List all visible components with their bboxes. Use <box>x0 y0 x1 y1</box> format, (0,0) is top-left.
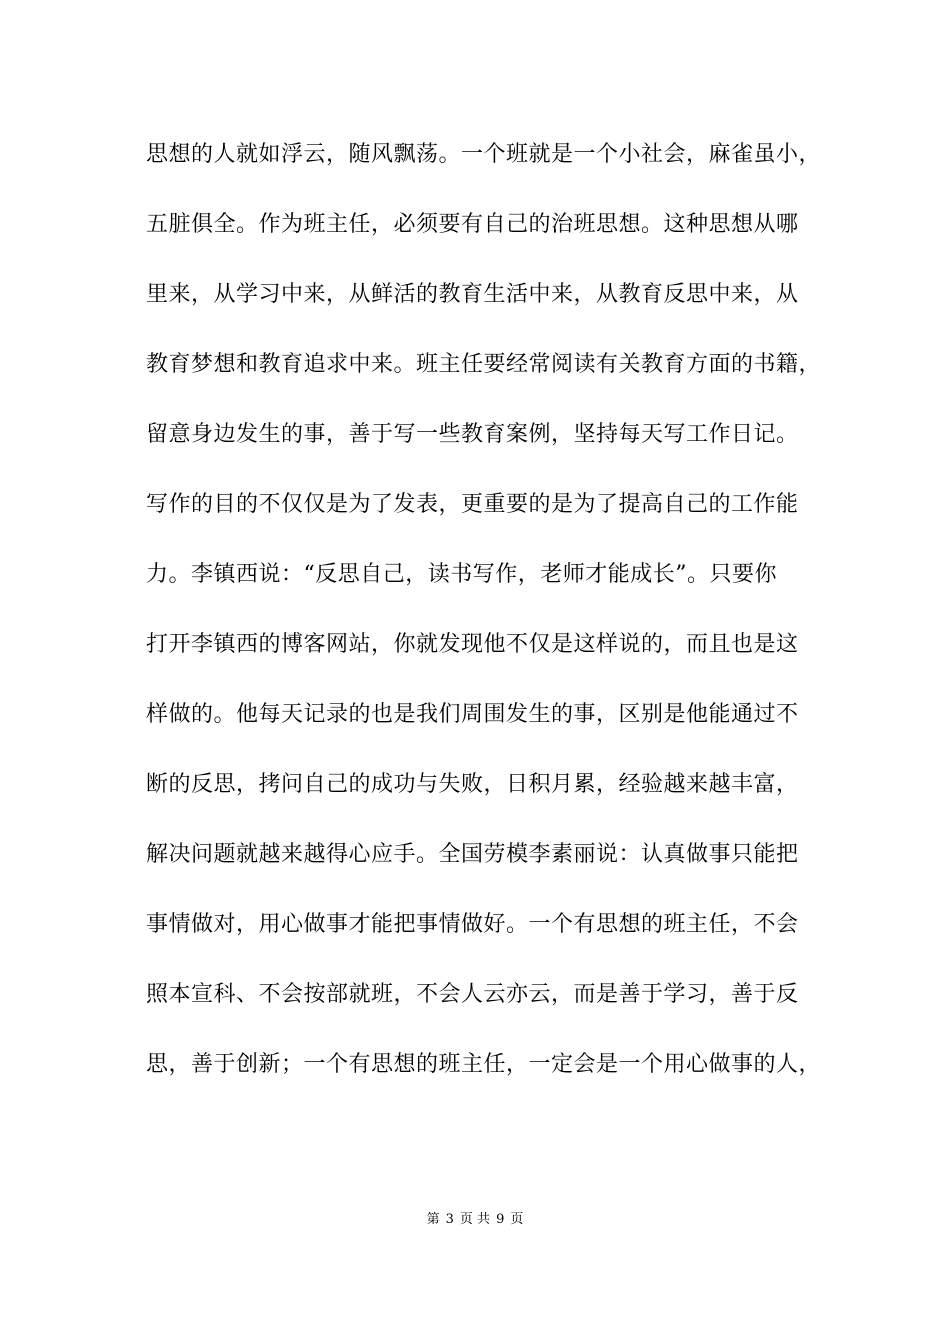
text-line: 照本宣科、不会按部就班，不会人云亦云，而是善于学习，善于反 <box>146 982 799 1007</box>
text-line: 打开李镇西的博客网站，你就发现他不仅是这样说的，而且也是这 <box>146 632 799 657</box>
text-line: 断的反思，拷问自己的成功与失败，日积月累，经验越来越丰富， <box>146 772 799 797</box>
total-page-count: 9 <box>496 1212 505 1227</box>
current-page-number: 3 <box>445 1212 454 1227</box>
text-line: 写作的目的不仅仅是为了发表，更重要的是为了提高自己的工作能 <box>146 492 799 517</box>
footer-middle: 页 共 <box>459 1212 491 1227</box>
text-line: 事情做对，用心做事才能把事情做好。一个有思想的班主任，不会 <box>146 912 799 937</box>
text-line: 教育梦想和教育追求中来。班主任要经常阅读有关教育方面的书籍， <box>146 352 822 377</box>
text-line: 五脏俱全。作为班主任，必须要有自己的治班思想。这种思想从哪 <box>146 212 799 237</box>
footer-prefix: 第 <box>426 1212 440 1227</box>
text-line: 力。李镇西说：“反思自己，读书写作，老师才能成长”。只要你 <box>146 562 777 587</box>
text-line: 样做的。他每天记录的也是我们周围发生的事，区别是他能通过不 <box>146 702 799 727</box>
text-line: 解决问题就越来越得心应手。全国劳模李素丽说：认真做事只能把 <box>146 842 799 867</box>
text-line: 里来，从学习中来，从鲜活的教育生活中来，从教育反思中来，从 <box>146 282 799 307</box>
page-number-footer <box>0 1208 950 1227</box>
text-line: 留意身边发生的事，善于写一些教育案例，坚持每天写工作日记。 <box>146 422 799 447</box>
text-line: 思想的人就如浮云，随风飘荡。一个班就是一个小社会，麻雀虽小， <box>146 142 822 167</box>
footer-suffix: 页 <box>510 1212 524 1227</box>
body-paragraph <box>146 126 826 1106</box>
text-line: 思，善于创新；一个有思想的班主任，一定会是一个用心做事的人， <box>146 1052 822 1077</box>
